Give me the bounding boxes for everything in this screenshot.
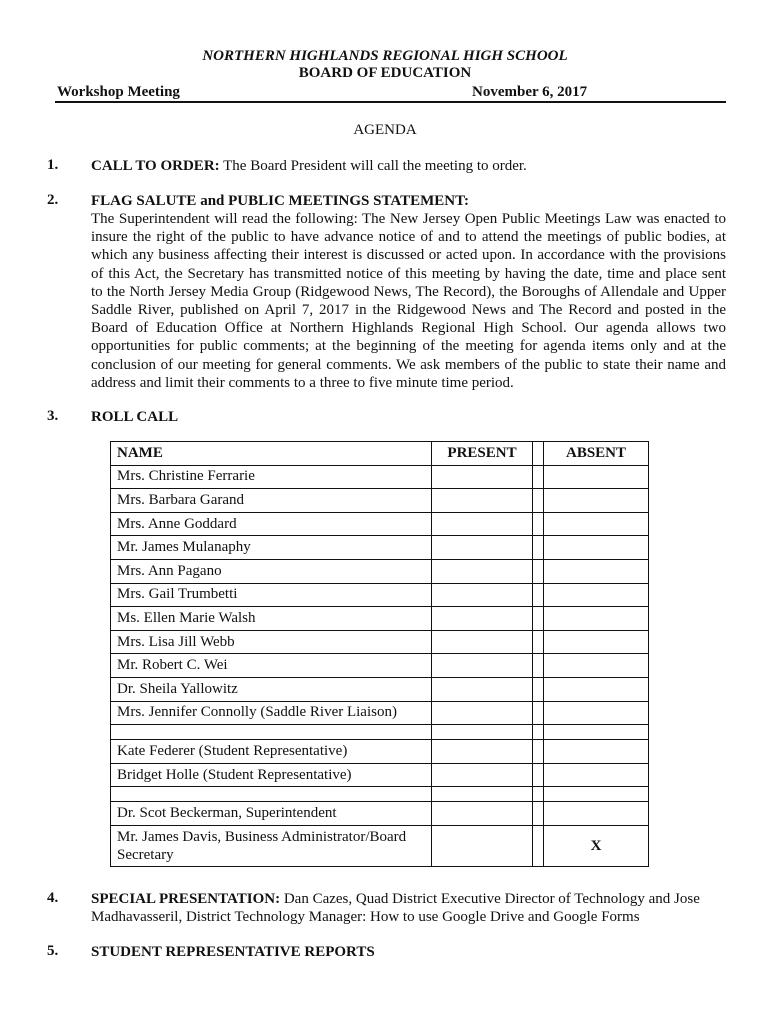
item-number-4: 4. bbox=[47, 890, 59, 906]
item-title: SPECIAL PRESENTATION: bbox=[91, 891, 281, 907]
table-row bbox=[111, 559, 649, 583]
item-text: The Board President will call the meeting to order. bbox=[219, 158, 527, 174]
member-name: Mrs. Barbara Garand bbox=[111, 489, 432, 513]
table-row bbox=[111, 465, 649, 489]
statement-line: insure the right of the public to have advance notice of and to attend the meetings of public bodies, at bbox=[91, 229, 726, 246]
table-header-row bbox=[111, 442, 649, 466]
statement-line: Board of Education Office at Northern Highlands Regional High School. Our agenda allows two bbox=[91, 320, 726, 337]
statement-line: opportunities for public comments; at the beginning of the meeting for agenda items only and at the bbox=[91, 338, 726, 355]
column-header-name: NAME bbox=[111, 442, 432, 466]
statement-line: Saddle River, published on April 7, 2017 in the Ridgewood News and The Record and posted in the bbox=[91, 302, 726, 319]
item-title: STUDENT REPRESENTATIVE REPORTS bbox=[91, 944, 375, 960]
table-row bbox=[111, 677, 649, 701]
item-number-3: 3. bbox=[47, 408, 59, 424]
staff-name: Mr. James Davis, Business Administrator/Board Secretary bbox=[111, 825, 432, 866]
table-row bbox=[111, 701, 649, 725]
member-name: Mrs. Christine Ferrarie bbox=[111, 465, 432, 489]
roll-call-table bbox=[110, 441, 649, 867]
table-row bbox=[111, 630, 649, 654]
table-row bbox=[111, 536, 649, 560]
member-name: Dr. Sheila Yallowitz bbox=[111, 677, 432, 701]
absent-mark: X bbox=[544, 825, 649, 866]
agenda-item-special-presentation bbox=[91, 890, 726, 926]
member-name: Mrs. Jennifer Connolly (Saddle River Liaison) bbox=[111, 701, 432, 725]
table-row bbox=[111, 512, 649, 536]
statement-line: The Superintendent will read the following: The New Jersey Open Public Meetings Law was enacted to bbox=[91, 211, 726, 227]
header-rule bbox=[55, 101, 726, 103]
member-name: Mrs. Anne Goddard bbox=[111, 512, 432, 536]
board-name: BOARD OF EDUCATION bbox=[298, 65, 472, 81]
item-number-5: 5. bbox=[47, 943, 59, 959]
table-row bbox=[111, 654, 649, 678]
school-name: NORTHERN HIGHLANDS REGIONAL HIGH SCHOOL bbox=[202, 48, 568, 64]
agenda-item-roll-call bbox=[91, 408, 726, 426]
member-name: Mrs. Ann Pagano bbox=[111, 559, 432, 583]
table-row bbox=[111, 802, 649, 826]
statement-line: conclusion of our meeting for general comments. We ask members of the public to state their name and bbox=[91, 356, 726, 373]
member-name: Mr. Robert C. Wei bbox=[111, 654, 432, 678]
table-spacer-row bbox=[111, 787, 649, 802]
open-meetings-statement bbox=[91, 210, 726, 392]
item-number-1: 1. bbox=[47, 157, 59, 173]
student-name: Bridget Holle (Student Representative) bbox=[111, 763, 432, 787]
item-title: CALL TO ORDER: bbox=[91, 158, 220, 174]
statement-line: of this Act, the Secretary has transmitted notice of this meeting by having the date, time and place sent bbox=[91, 265, 726, 282]
member-name: Mrs. Gail Trumbetti bbox=[111, 583, 432, 607]
agenda-item-flag-salute bbox=[91, 192, 726, 210]
statement-line: which any business affecting their interest is discussed or acted upon. In accordance with the provisions bbox=[91, 247, 726, 264]
member-name: Mr. James Mulanaphy bbox=[111, 536, 432, 560]
item-title: FLAG SALUTE and PUBLIC MEETINGS STATEMENT: bbox=[91, 193, 469, 209]
item-text: Dan Cazes, Quad District Executive Director of Technology and Jose Madhavasseril, District Technology Manager: How to use Google Drive and Google Forms bbox=[91, 891, 700, 926]
agenda-item-call-to-order bbox=[91, 157, 726, 175]
column-header-present: PRESENT bbox=[432, 442, 533, 466]
item-title: ROLL CALL bbox=[91, 409, 179, 425]
staff-name: Dr. Scot Beckerman, Superintendent bbox=[111, 802, 432, 826]
agenda-item-student-reports bbox=[91, 943, 726, 961]
agenda-heading: AGENDA bbox=[353, 122, 417, 138]
meeting-date: November 6, 2017 bbox=[472, 84, 588, 100]
item-number-2: 2. bbox=[47, 192, 59, 208]
table-row bbox=[111, 607, 649, 631]
member-name: Mrs. Lisa Jill Webb bbox=[111, 630, 432, 654]
table-row bbox=[111, 825, 649, 866]
student-name: Kate Federer (Student Representative) bbox=[111, 740, 432, 764]
statement-line: address and limit their comments to a three to five minute time period. bbox=[91, 374, 514, 391]
statement-line: to the North Jersey Media Group (Ridgewood News, The Record), the Boroughs of Allendale and Upper bbox=[91, 283, 726, 300]
table-row bbox=[111, 763, 649, 787]
table-row bbox=[111, 489, 649, 513]
member-name: Ms. Ellen Marie Walsh bbox=[111, 607, 432, 631]
table-row bbox=[111, 583, 649, 607]
table-spacer-row bbox=[111, 725, 649, 740]
meeting-type: Workshop Meeting bbox=[57, 84, 180, 100]
column-header-absent: ABSENT bbox=[544, 442, 649, 466]
table-row bbox=[111, 740, 649, 764]
absent-mark bbox=[544, 802, 649, 826]
